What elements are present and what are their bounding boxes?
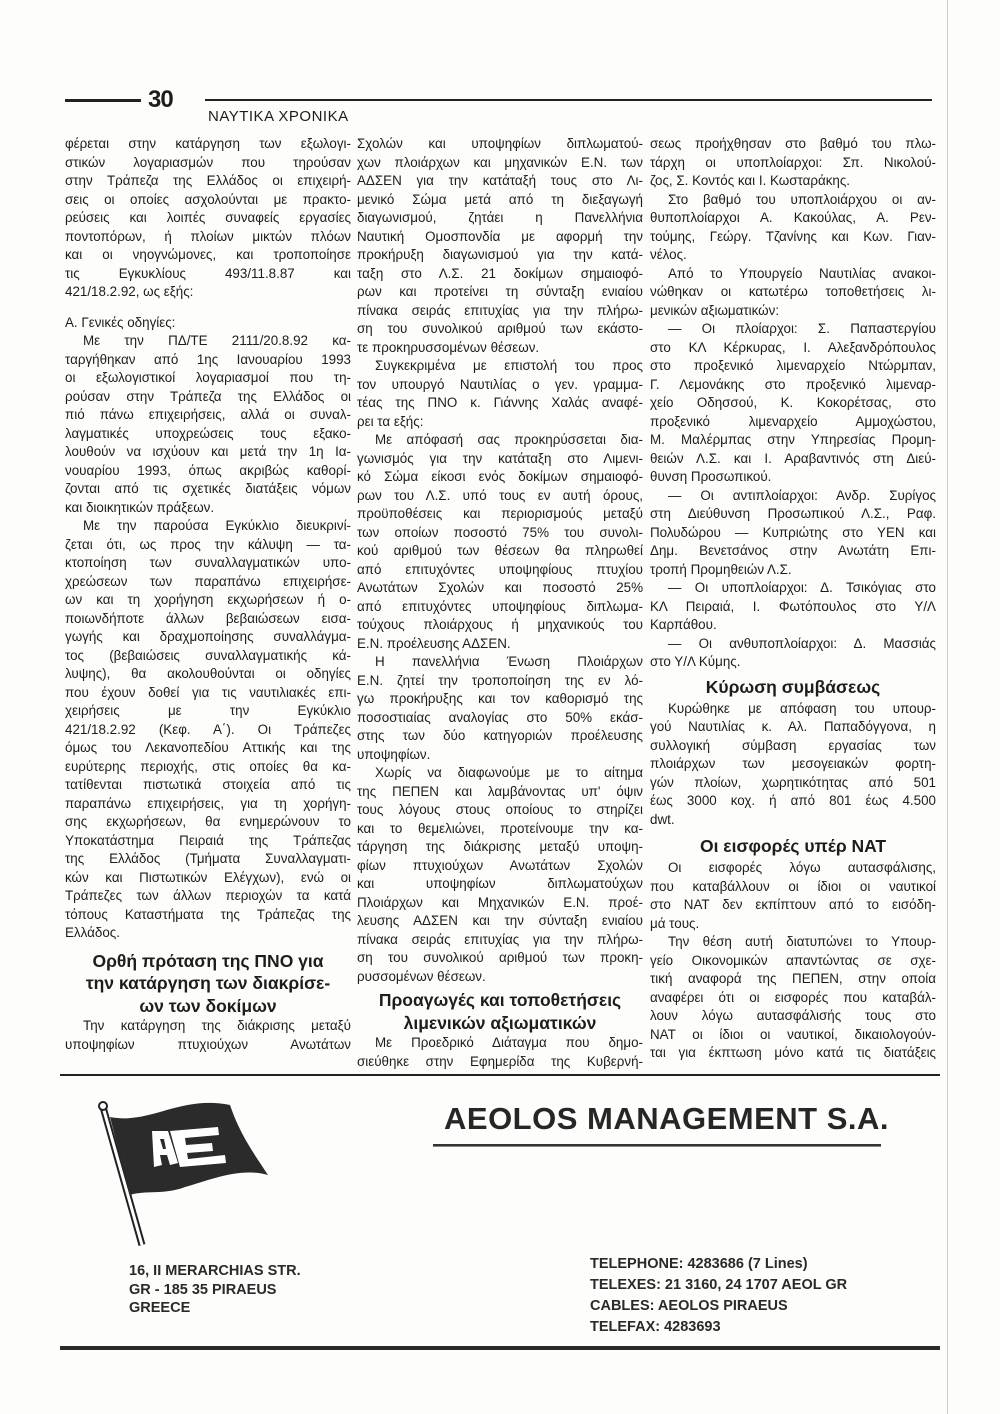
address-line: GR - 185 35 PIRAEUS [129, 1281, 277, 1298]
text-line: 421/18.2.92 (Κεφ. Α΄). Οι Τράπεζες [65, 721, 351, 737]
text-line: χων πλοιάρχων και μηχανικών Ε.Ν. των [357, 154, 643, 170]
paragraph [65, 1017, 351, 1054]
text-line: που έχουν δοθεί για τις ναυτιλιακές επι- [65, 684, 351, 700]
text-line: χειρήσεις με την Εγκύκλιο [65, 703, 351, 718]
text-line: — Οι αντιπλοίαρχοι: Ανδρ. Συρίγος [668, 487, 936, 503]
section-heading [65, 950, 351, 1018]
text-line: τούμης, Γεώργ. Τζανίνης και Κων. Γιαν- [650, 228, 936, 244]
company-name: AEOLOS MANAGEMENT S.A. [444, 1101, 890, 1136]
text-line: στο ΚΛ Κέρκυρας, Ι. Αλεξανδρόπουλος [650, 339, 936, 355]
text-line: συλλογική σύμβαση εργασίας των [650, 737, 936, 753]
company-address [129, 1262, 301, 1318]
text-line: όμως του Λεκανοπεδίου Αττικής και της [65, 740, 351, 755]
text-line: στο Υ/Λ Κύμης. [650, 654, 741, 669]
text-line: τος (βεβαιώσεις συναλλαγματικής κά- [65, 647, 351, 663]
text-line: κών και Πιστωτικών Ελέγχων), ενώ οι [65, 869, 351, 885]
text-line: ρων και προτείνει τη σύνταξη ενιαίου [357, 284, 643, 299]
text-line: προκήρυξη διαγωνισμού για την κατά- [357, 247, 643, 262]
text-line: Κύρωση συμβάσεως [705, 676, 881, 697]
text-line: ων και τη χορήγηση εκχωρήσεων ή ο- [65, 592, 351, 607]
text-line: λευσης ΑΔΣΕΝ και την σύνταξη ενιαίου [357, 913, 643, 928]
text-line: Με Προεδρικό Διάταγμα που δημο- [375, 1035, 643, 1050]
text-line: ευρύτερης περιοχής, στις οποίες θα κα- [65, 758, 351, 774]
text-line: κό Σώμα είκοσι ενός δοκίμων σημαιοφό- [357, 469, 643, 484]
text-line: γωνισμός για την κατάταξη στο Λιμενι- [357, 450, 643, 466]
text-line: ζος, Σ. Κοντός και Ι. Κωσταράκης. [650, 173, 851, 188]
text-line: ταξη στο Λ.Σ. 21 δοκίμων σημαιοφό- [357, 265, 643, 281]
text-line: πλοιάρχων των μεσογειακών φορτη- [650, 756, 936, 771]
text-line: αναφέρει ότι οι εισφορές που καταβάλ- [650, 989, 936, 1005]
text-line: ρυσσομένων θέσεων. [357, 968, 486, 984]
text-line: κτοποίηση των συναλλαγματικών υπο- [65, 555, 351, 570]
text-line: Πλοιάρχων και Μηχανικών Ε.Ν. προέ- [357, 894, 643, 910]
text-line: σεις οι οποίες ασχολούνται με πρακτο- [65, 191, 351, 207]
text-line: ρούσαν στην Τράπεζα της Ελλάδος οι [65, 388, 351, 404]
text-line: Οι εισφορές υπέρ ΝΑΤ [699, 836, 887, 856]
text-line: λουν λόγω αυτασφάλισής τους στο [650, 1008, 936, 1023]
text-line: τατίθενται πιστωτικά στοιχεία από τις [65, 777, 351, 792]
text-line: νέλος. [650, 247, 687, 262]
article-column-3 [650, 135, 936, 1063]
text-line: Από το Υπουργείο Ναυτιλίας ανακοι- [668, 265, 936, 281]
text-line: που καταβάλλουν οι ίδιοι οι ναυτικοί [650, 878, 936, 894]
text-line: στο ΝΑΤ δεν εκπίπτουν από το εισόδη- [650, 897, 936, 912]
text-line: σης εκχωρήσεων, θα ενημερώνουν το [65, 814, 351, 829]
address-line: GREECE [129, 1300, 191, 1316]
text-line: Στο βαθμό του υποπλοιάρχου οι αν- [668, 191, 936, 207]
text-line: Ε.Ν. ζητεί την τροποποίηση της εν λό- [357, 672, 643, 688]
text-line: τροπή Προμηθειών Λ.Σ. [650, 561, 792, 577]
company-contacts [590, 1254, 847, 1338]
text-line: ρεύσεις και λοιπές συναφείς εργασίες [65, 210, 351, 225]
text-line: θειών Λ.Σ. και Ι. Αραβαντινός στη Διεύ- [650, 450, 936, 466]
text-line: τέας της ΠΝΟ κ. Γιάννης Χαλάς αναφέ- [357, 395, 643, 410]
text-line: γού Ναυτιλίας κ. Αλ. Παπαδόγγονα, η [650, 719, 936, 734]
text-line: στικών λογαριασμών που τηρούσαν [65, 154, 351, 170]
text-line: χείο Οδησσού, Κ. Κοκορέτσας, στο [650, 395, 936, 410]
text-line: ρει τα εξής: [357, 413, 424, 429]
text-line: γωγής και δραχμοποίησης συναλλάγμα- [65, 629, 351, 644]
text-line: Τράπεζες των άλλων περιοχών τα κατά [65, 888, 351, 903]
text-line: τάργηση της διάκρισης μεταξύ υποψη- [357, 839, 643, 854]
text-line: Πολυδώρου — Κυπριώτης στο ΥΕΝ και [650, 524, 936, 540]
text-line: σιεύθηκε στην Εφημερίδα της Κυβερνή- [357, 1053, 643, 1069]
text-line: Οι εισφορές λόγω αυτασφάλισης, [668, 860, 936, 875]
text-line: Με την ΠΔ/ΤΕ 2111/20.8.92 κα- [83, 333, 351, 348]
text-line: των οποίων ποσοστό 75% του συνολι- [357, 524, 643, 540]
text-line: Κυρώθηκε με απόφαση του υπουρ- [668, 700, 936, 716]
text-line: θυνση Προσωπικού. [650, 469, 772, 484]
text-line: Ναυτική Ομοσπονδία με αφορμή την [357, 228, 643, 244]
paragraph [357, 431, 643, 653]
paragraph [650, 265, 936, 321]
text-line: προϋποθέσεις και περιορισμούς μεταξύ [357, 506, 643, 521]
contact-telefax: TELEFAX: 4283693 [590, 1319, 721, 1335]
text-line: φίων πτυχιούχων Ανωτάτων Σχολών [357, 857, 643, 873]
text-line: ΑΔΣΕΝ για την κατάταξή τους στο Λι- [357, 173, 643, 188]
text-line: στη Διεύθυνση Προσωπικού Λ.Σ., Ραφ. [650, 506, 936, 521]
text-line: Με απόφασή σας προκηρύσσεται δια- [375, 432, 643, 447]
ad-top-rule [60, 1074, 940, 1076]
text-line: από επιτυχόντες υποψηφίους πτυχίου [357, 561, 643, 577]
text-line: Σχολών και υποψηφίων διπλωματού- [357, 136, 643, 151]
paragraph [650, 135, 936, 191]
text-line: ων των δοκίμων [139, 995, 277, 1016]
text-line: λιμενικών αξιωματικών [403, 1012, 597, 1033]
text-line: στης των δύο κατηγοριών προέλευσης [357, 728, 643, 743]
text-line: τε προκηρυσσομένων θέσεων. [357, 339, 540, 355]
text-line: Α. Γενικές οδηγίες: [65, 314, 176, 330]
text-line: από επιτυχόντες υποψηφίους διπλωμα- [357, 598, 643, 614]
paragraph [650, 320, 936, 487]
contact-telephone: TELEPHONE: 4283686 (7 Lines) [590, 1256, 808, 1272]
text-line: θυποπλοίαρχοι Α. Κακούλας, Α. Ρεν- [650, 210, 936, 225]
text-line: χρεώσεων των παραπάνω επιχειρήσε- [65, 573, 351, 589]
contact-cables: CABLES: AEOLOS PIRAEUS [590, 1298, 788, 1314]
text-line: τους λόγους στους οποίους το στηρίζει [357, 802, 643, 817]
text-line: Γ. Λεμονάκης στο προξενικό λιμεναρ- [650, 376, 936, 392]
company-underline [433, 1144, 881, 1147]
text-line: στο προξενικό λιμεναρχείο Ντώρμπαν, [650, 358, 936, 373]
text-line: υποψηφίων. [357, 746, 431, 762]
text-line: ση του συνολικού αριθμού των εκάστο- [357, 321, 643, 336]
text-line: πιό πάνω επιχειρήσεις, αλλά οι συναλ- [65, 407, 351, 422]
text-line: — Οι υποπλοίαρχοι: Δ. Τσικόγιας στο [668, 580, 936, 595]
section-heading [650, 833, 936, 859]
text-line: υποψηφίων πτυχιούχων Ανωτάτων [65, 1036, 351, 1052]
text-line: πίνακα σειράς επιτυχίας για την πλήρω- [357, 931, 643, 947]
text-line: ταργήθηκαν από 1ης Ιανουαρίου 1993 [65, 351, 351, 367]
text-line: ΚΛ Πειραιά, Ι. Φωτόπουλος στο Υ/Λ [650, 598, 936, 614]
paragraph [357, 1034, 643, 1071]
text-line: — Οι ανθυποπλοίαρχοι: Δ. Μασσιάς [668, 635, 936, 651]
text-line: ζονται από τις σχετικές διατάξεις νόμων [65, 481, 351, 496]
text-line: κού αριθμού των θέσεων θα πληρωθεί [357, 543, 643, 558]
paragraph [357, 357, 643, 431]
text-line: και το θεμελιώνει, προτείνουμε την κα- [357, 820, 643, 836]
text-line: Μ. Μαλέρμπας στην Υπηρεσίας Προμη- [650, 432, 936, 447]
text-line: Χωρίς να διαφωνούμε με το αίτημα [375, 765, 643, 780]
ad-bottom-rule [60, 1346, 940, 1350]
article-column-2 [357, 135, 643, 1071]
text-line: διαγωνισμού, ζητάει η Πανελλήνια [357, 210, 643, 225]
text-line: λαγματικές υποχρεώσεις τους εξακο- [65, 425, 351, 441]
text-line: νώθηκαν οι κατωτέρω τοποθετήσεις λι- [650, 284, 936, 299]
section-heading [650, 674, 936, 700]
text-line: Την κατάργηση της διάκρισης μεταξύ [83, 1018, 351, 1033]
paragraph [357, 764, 643, 986]
text-line: οι εξωλογιστικοί λογαριασμοί που τη- [65, 370, 351, 385]
text-line: της Ελλάδος (Τμήματα Συναλλαγματι- [65, 851, 351, 866]
text-line: Ανωτάτων Σχολών και ποσοστό 25% [357, 580, 643, 595]
paragraph [357, 135, 643, 357]
header-rule-left [65, 99, 141, 102]
paragraph [357, 653, 643, 764]
text-line: τούχους πλοιάρχους ή μηχανικούς του [357, 617, 643, 632]
text-line: 421/18.2.92, ως εξής: [65, 284, 194, 299]
text-line: προξενικό λιμεναρχείο Αμμοχώστου, [650, 413, 936, 429]
text-line: Με την παρούσα Εγκύκλιο διευκρινί- [83, 518, 351, 533]
text-line: φέρεται στην κατάργηση των εξωλογι- [65, 136, 351, 151]
text-line: ποσοστιαίας αναλογίας στο 50% εκάσ- [357, 709, 643, 725]
address-line: 16, II MERARCHIAS STR. [129, 1263, 301, 1279]
text-line: παραπάνω επιχειρήσεις, για τη χορήγη- [65, 795, 351, 811]
text-line: πίνακα σειράς επιτυχίας για την πλήρω- [357, 302, 643, 318]
text-line: ποιωνδήποτε άλλων βεβαιώσεων εισα- [65, 610, 351, 626]
paragraph [65, 135, 351, 302]
text-line: νουαρίου 1993, όπως ακριβώς καθορί- [65, 462, 351, 478]
paragraph [65, 332, 351, 517]
text-line: τόπους Καταστήματα της Τράπεζας της [65, 906, 351, 922]
text-line: της ΠΕΠΕΝ και λαμβάνοντας υπ' όψιν [357, 783, 643, 799]
paragraph [650, 859, 936, 933]
text-line: Ορθή πρόταση της ΠΝΟ για [92, 950, 324, 971]
paragraph [650, 579, 936, 635]
paragraph [65, 517, 351, 943]
text-line: Ελλάδος. [65, 925, 120, 940]
article-column-1 [65, 135, 351, 1054]
magazine-title: ΝΑΥΤΙΚΑ ΧΡΟΝΙΚΑ [208, 108, 349, 125]
text-line: ζεται ότι, ως προς την κάλυψη — τα- [65, 536, 351, 552]
text-line: τάρχη οι υποπλοίαρχοι: Σπ. Νικολού- [650, 154, 936, 170]
page-number: 30 [148, 86, 173, 113]
paragraph [650, 635, 936, 672]
text-line: και οι νηογνώμονες, και τροποποίησε [65, 247, 351, 262]
header-rule-right [205, 99, 932, 101]
text-line: μενικών αξιωματικών: [650, 302, 780, 318]
text-line: σεως προήχθησαν στο βαθμό του πλω- [650, 136, 936, 151]
paragraph [650, 933, 936, 1063]
text-line: και διοικητικών πράξεων. [65, 499, 215, 515]
text-line: μενικό Σώμα μετά από τη διεξαγωγή [357, 191, 643, 207]
paragraph [650, 191, 936, 265]
text-line: λουθούν να ισχύουν και μετά την 1η Ια- [65, 444, 351, 459]
text-line: Δημ. Βενετσάνος στην Ανωτάτη Επι- [650, 543, 936, 558]
text-line: τική αναφορά της ΠΕΠΕΝ, στην οποία [650, 971, 936, 986]
page-edge [947, 0, 948, 1414]
text-line: λυψης), θα ακολουθούνται οι οδηγίες [65, 666, 351, 681]
text-line: — Οι πλοίαρχοι: Σ. Παπαστεργίου [668, 321, 936, 336]
text-line: Συγκεκριμένα με επιστολή του προς [375, 358, 643, 373]
text-line: ποντοπόρων, ή πλοίων μικτών πλόων [65, 228, 351, 244]
text-line: Η πανελλήνια Ένωση Πλοιάρχων [375, 654, 643, 669]
text-line: Υποκατάστημα Πειραιά της Τράπεζας [65, 832, 351, 848]
text-line: γών πλοίων, χωρητικότητας από 501 [650, 774, 936, 790]
text-line: Καρπάθου. [650, 617, 717, 632]
text-line: Την θέση αυτή διατυπώνει το Υπουρ- [668, 934, 936, 949]
text-line: μά τους. [650, 915, 700, 931]
text-line: Ε.Ν. προέλευσης ΑΔΣΕΝ. [357, 635, 511, 651]
subheading [65, 314, 351, 333]
contact-telexes: TELEXES: 21 3160, 24 1707 AEOL GR [590, 1277, 848, 1293]
text-line: γω προκήρυξης και τον καθορισμό της [357, 691, 643, 706]
text-line: ση του συνολικού αριθμού των προκη- [357, 950, 643, 965]
text-line: ρων του Λ.Σ. υπό τους εν αυτή όρους, [357, 487, 643, 503]
paragraph [650, 700, 936, 830]
text-line: την κατάργηση των διακρίσε- [85, 973, 331, 993]
text-line: ται για έκπτωση μόνο κατά τις διατάξεις [650, 1045, 936, 1060]
paragraph [650, 487, 936, 580]
text-line: έως 3000 κοχ. ή από 801 έως 4.500 [650, 793, 936, 808]
section-heading [357, 989, 643, 1034]
text-line: Προαγωγές και τοποθετήσεις [378, 990, 622, 1010]
text-line: και υποψηφίων διπλωματούχων [357, 876, 643, 891]
text-line: ΝΑΤ οι ίδιοι οι ναυτικοί, δικαιολογούν- [650, 1026, 936, 1042]
text-line: dwt. [650, 811, 675, 827]
aeolos-flag-logo [90, 1095, 290, 1255]
text-line: τον υπουργό Ναυτιλίας ο γεν. γραμμα- [357, 376, 643, 392]
text-line: γείο Οικονομικών απαντώντας σε σχε- [650, 952, 936, 968]
text-line: στην Τράπεζα της Ελλάδος οι επιχειρή- [65, 173, 351, 188]
text-line: τις Εγκυκλίους 493/11.8.87 και [65, 265, 351, 281]
